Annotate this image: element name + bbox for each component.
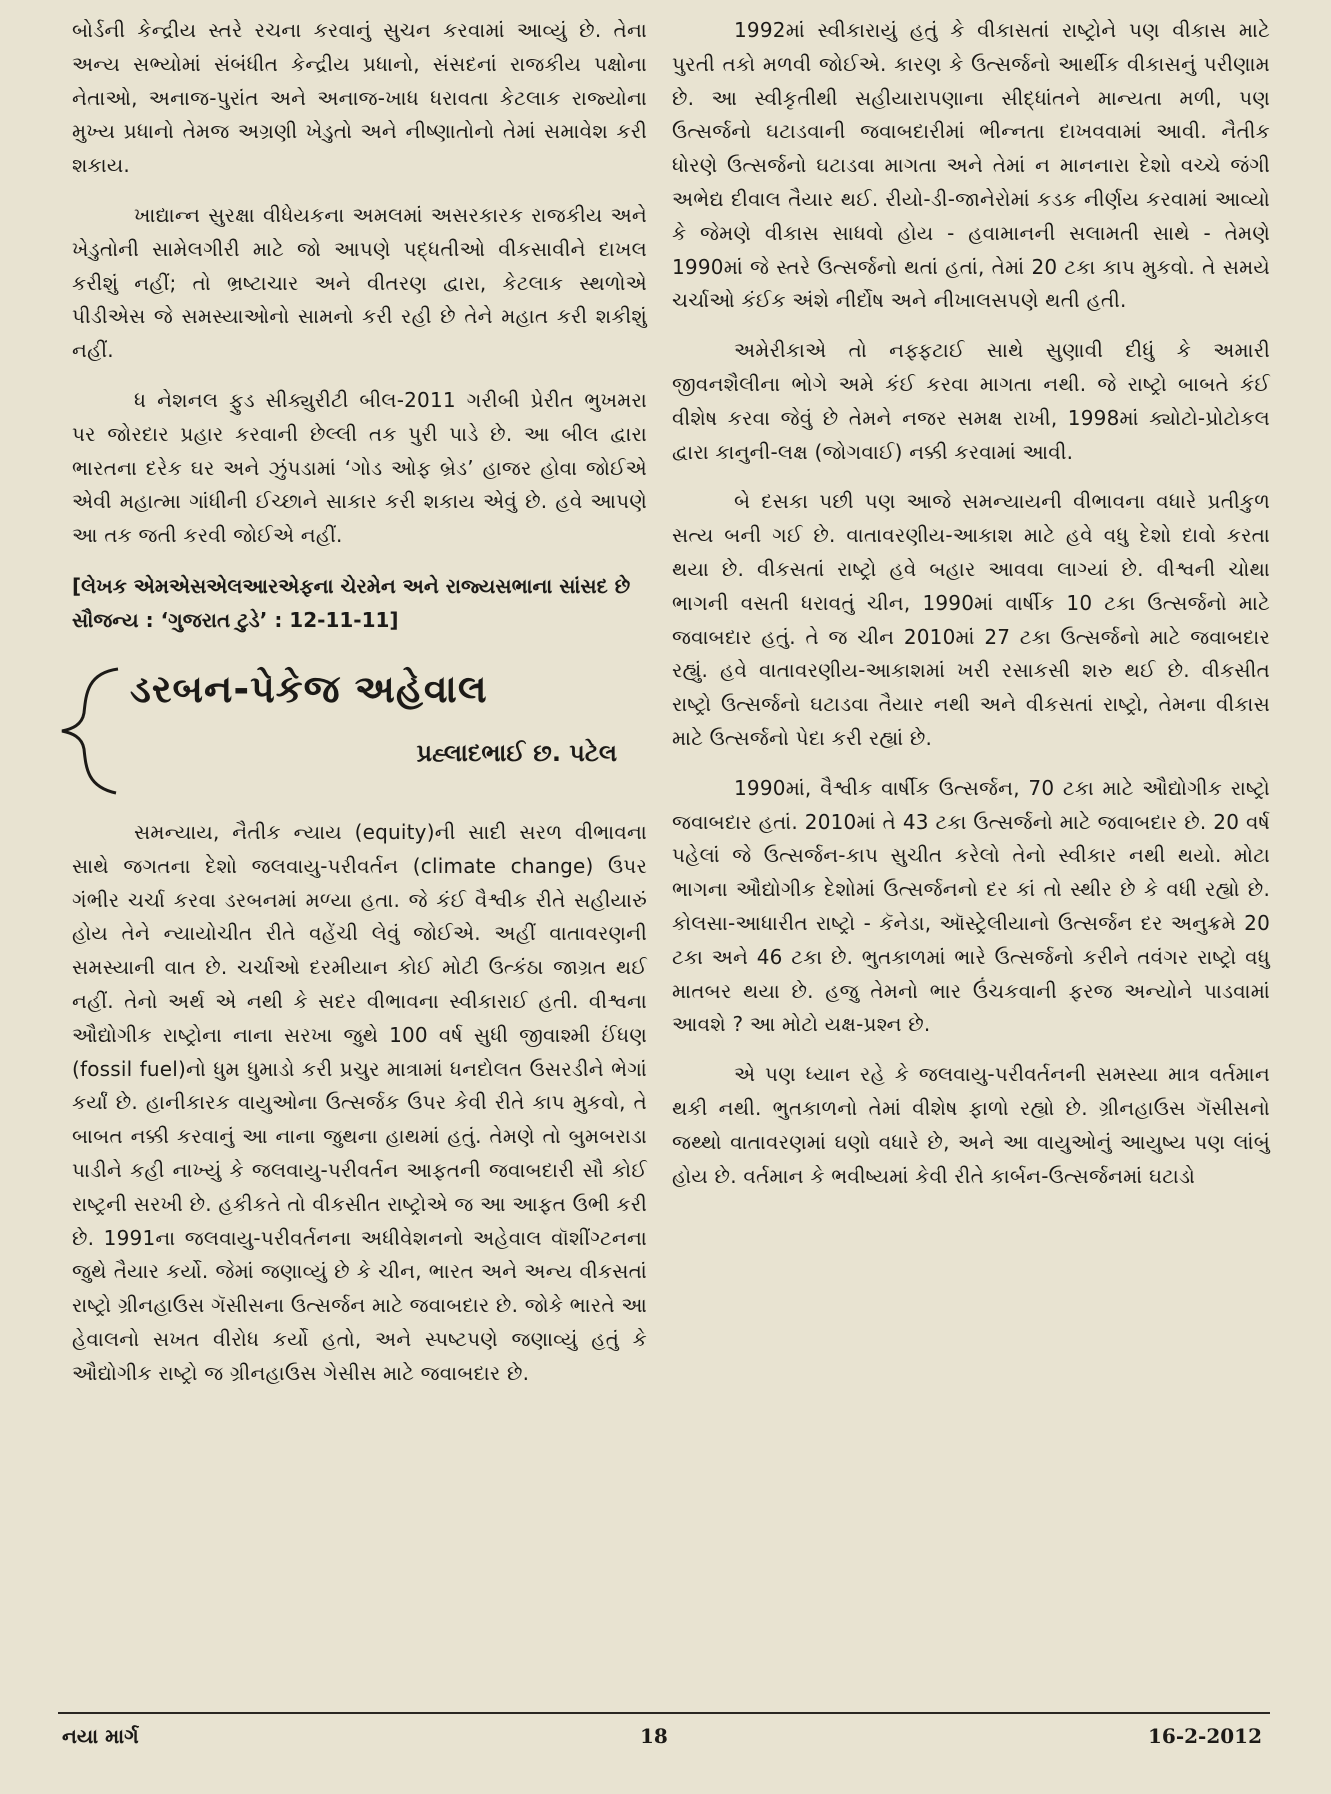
body-paragraph: 1992માં સ્વીકારાયું હતું કે વીકાસતાં રાષ્ટ્રોને પણ વીકાસ માટે પુરતી તકો મળવી જોઈએ. કારણ કે ઉત્સર્જનો આર્થીક વીકાસનું પરીણામ છે. આ સ્વીકૃતીથી સહીયારાપણાના સીદ્ધાંતને માન્યતા મળી, પણ ઉત્સર્જનો ઘટાડવાની જવાબદારીમાં ભીન્નતા દાખવવામાં આવી. નૈતીક ધોરણે ઉત્સર્જનો ઘટાડવા માગતા અને તેમાં ન માનનારા દેશો વચ્ચે જંગી અભેદ્ય દીવાલ તૈયાર થઈ. રીયો-ડી-જાનેરોમાં કડક નીર્ણય કરવામાં આવ્યો કે જેમણે વીકાસ સાધવો હોય - હવામાનની સલામતી સાથે - તેમણે 1990માં જે સ્તરે ઉત્સર્જનો થતાં હતાં, તેમાં 20 ટકા કાપ મુકવો. તે સમયે ચર્ચાઓ કંઈક અંશે નીર્દોષ અને નીખાલસપણે થતી હતી. [672, 18, 1270, 313]
body-paragraph: એ પણ ધ્યાન રહે કે જલવાયુ-પરીવર્તનની સમસ્યા માત્ર વર્તમાન થકી નથી. ભુતકાળનો તેમાં વીશેષ ફાળો રહ્યો છે. ગ્રીનહાઉસ ગૅસીસનો જથ્થો વાતાવરણમાં ઘણો વધારે છે, અને આ વાયુઓનું આયુષ્ય પણ લાંબું હોય છે. વર્તમાન કે ભવીષ્યમાં કેવી રીતે કાર્બન-ઉત્સર્જનમાં ઘટાડો [672, 1062, 1270, 1188]
publication-name: નયા માર્ગ [62, 1724, 139, 1748]
curly-brace-icon [58, 663, 128, 798]
author-credit: [લેખક એમએસએલઆરએફના ચેરમેન અને રાજ્યસભાના સાંસદ છે સૌજન્ય : ‘ગુજરાત ટુડે’ : 12-11-11] [72, 573, 631, 632]
body-paragraph: 1990માં, વૈશ્વીક વાર્ષીક ઉત્સર્જન, 70 ટકા માટે ઔદ્યોગીક રાષ્ટ્રો જવાબદાર હતાં. 2010માં તે 43 ટકા ઉત્સર્જનો માટે જવાબદાર છે. 20 વર્ષ પહેલાં જે ઉત્સર્જન-કાપ સુચીત કરેલો તેનો સ્વીકાર નથી થયો. મોટા ભાગના ઔદ્યોગીક દેશોમાં ઉત્સર્જનનો દર કાં તો સ્થીર છે કે વધી રહ્યો છે. કોલસા-આધારીત રાષ્ટ્રો - કૅનેડા, ઑસ્ટ્રેલીયાનો ઉત્સર્જન દર અનુક્રમે 20 ટકા અને 46 ટકા છે. ભુતકાળમાં ભારે ઉત્સર્જનો કરીને તવંગર રાષ્ટ્રો વધુ માતબર થયા છે. હજુ તેમનો ભાર ઉંચકવાની ફરજ અન્યોને પાડવામાં આવશે ? આ મોટો યક્ષ-પ્રશ્ન છે. [672, 775, 1270, 1037]
body-paragraph: અમેરીકાએ તો નફ્ફટાઈ સાથે સુણાવી દીધું કે અમારી જીવનશૈલીના ભોગે અમે કંઈ કરવા માગતા નથી. જે રાષ્ટ્રો બાબતે કંઈ વીશેષ કરવા જેવું છે તેમને નજર સમક્ષ રાખી, 1998માં ક્યોટો-પ્રોટોકલ દ્વારા કાનુની-લક્ષ (જોગવાઈ) નક્કી કરવામાં આવી. [672, 338, 1270, 464]
body-paragraph: બે દસકા પછી પણ આજે સમન્યાયની વીભાવના વધારે પ્રતીકુળ સત્ય બની ગઈ છે. વાતાવરણીય-આકાશ માટે હવે વધુ દેશો દાવો કરતા થયા છે. વીકસતાં રાષ્ટ્રો હવે બહાર આવવા લાગ્યાં છે. વીશ્વની ચોથા ભાગની વસતી ધરાવતું ચીન, 1990માં વાર્ષીક 10 ટકા ઉત્સર્જનો માટે જવાબદાર હતું. તે જ ચીન 2010માં 27 ટકા ઉત્સર્જનો માટે જવાબદાર રહ્યું. હવે વાતાવરણીય-આકાશમાં ખરી રસાકસી શરુ થઈ છે. વીકસીત રાષ્ટ્રો ઉત્સર્જનો ઘટાડવા તૈયાર નથી અને વીકસતાં રાષ્ટ્રો, તેમના વીકાસ માટે ઉત્સર્જનો પેદા કરી રહ્યાં છે. [672, 489, 1270, 750]
left-column [72, 14, 647, 1407]
body-paragraph: બોર્ડની કેન્દ્રીય સ્તરે રચના કરવાનું સુચન કરવામાં આવ્યું છે. તેના અન્ય સભ્યોમાં સંબંધીત કેન્દ્રીય પ્રધાનો, સંસદનાં રાજકીય પક્ષોના નેતાઓ, અનાજ-પુરાંત અને અનાજ-ખાધ ધરાવતા કેટલાક રાજ્યોના મુખ્ય પ્રધાનો તેમજ અગ્રણી ખેડુતો અને નીષ્ણાતોનો તેમાં સમાવેશ કરી શકાય. [72, 18, 647, 178]
article-headline: ડરબન-પેકેજ અહેવાલ [130, 666, 488, 711]
right-column [672, 14, 1270, 1209]
article-byline: પ્રહ્લાદભાઈ છ. પટેલ [416, 738, 617, 767]
footer-divider [58, 1712, 1270, 1714]
body-paragraph: સમન્યાય, નૈતીક ન્યાય (equity)ની સાદી સરળ વીભાવના સાથે જગતના દેશો જલવાયુ-પરીવર્તન (climate change) ઉપર ગંભીર ચર્ચા કરવા ડરબનમાં મળ્યા હતા. જે કંઈ વૈશ્વીક રીતે સહીયારું હોય તેને ન્યાયોચીત રીતે વહેંચી લેવું જોઈએ. અહીં વાતાવરણની સમસ્યાની વાત છે. ચર્ચાઓ દરમીયાન કોઈ મોટી ઉત્કંઠા જાગ્રત થઈ નહીં. તેનો અર્થ એ નથી કે સદર વીભાવના સ્વીકારાઈ હતી. વીશ્વના ઔદ્યોગીક રાષ્ટ્રોના નાના સરખા જુથે 100 વર્ષ સુધી જીવાશ્મી ઈંધણ (fossil fuel)નો ધુમ ધુમાડો કરી પ્રચુર માત્રામાં ધનદોલત ઉસરડીને ભેગાં કર્યાં છે. હાનીકારક વાયુઓના ઉત્સર્જક ઉપર કેવી રીતે કાપ મુકવો, તે બાબત નક્કી કરવાનું આ નાના જુથના હાથમાં હતું. તેમણે તો બુમબરાડા પાડીને કહી નાખ્યું કે જલવાયુ-પરીવર્તન આફતની જવાબદારી સૌ કોઈ રાષ્ટ્રની સરખી છે. હકીકતે તો વીકસીત રાષ્ટ્રોએ જ આ આફત ઉભી કરી છે. 1991ના જલવાયુ-પરીવર્તનના અધીવેશનનો અહેવાલ વૉશીંગ્ટનના જુથે તૈયાર કર્યો. જેમાં જણાવ્યું છે કે ચીન, ભારત અને અન્ય વીકસતાં રાષ્ટ્રો ગ્રીનહાઉસ ગૅસીસના ઉત્સર્જન માટે જવાબદાર છે. જોકે ભારતે આ હેવાલનો સખત વીરોધ કર્યો હતો, અને સ્પષ્ટપણે જણાવ્યું હતું કે ઔદ્યોગીક રાષ્ટ્રો જ ગ્રીનહાઉસ ગેસીસ માટે જવાબદાર છે. [72, 819, 647, 1385]
page-number: 18 [640, 1724, 668, 1748]
issue-date: 16-2-2012 [1148, 1724, 1263, 1748]
article-header [72, 663, 647, 798]
body-paragraph: ધ નેશનલ ફુડ સીક્યુરીટી બીલ-2011 ગરીબી પ્રેરીત ભુખમરા પર જોરદાર પ્રહાર કરવાની છેલ્લી તક પુરી પાડે છે. આ બીલ દ્વારા ભારતના દરેક ઘર અને ઝુંપડામાં ‘ગોડ ઓફ બ્રેડ’ હાજર હોવા જોઈએ એવી મહાત્મા ગાંધીની ઈચ્છાને સાકાર કરી શકાય એવું છે. હવે આપણે આ તક જતી કરવી જોઈએ નહીં. [72, 387, 647, 548]
body-paragraph: ખાદ્યાન્ન સુરક્ષા વીધેયકના અમલમાં અસરકારક રાજકીય અને ખેડુતોની સામેલગીરી માટે જો આપણે પદ્ધતીઓ વીકસાવીને દાખલ કરીશું નહીં; તો ભ્રષ્ટાચાર અને વીતરણ દ્વારા, કેટલાક સ્થળોએ પીડીએસ જે સમસ્યાઓનો સામનો કરી રહી છે તેને મહાત કરી શકીશું નહીં. [72, 202, 647, 363]
